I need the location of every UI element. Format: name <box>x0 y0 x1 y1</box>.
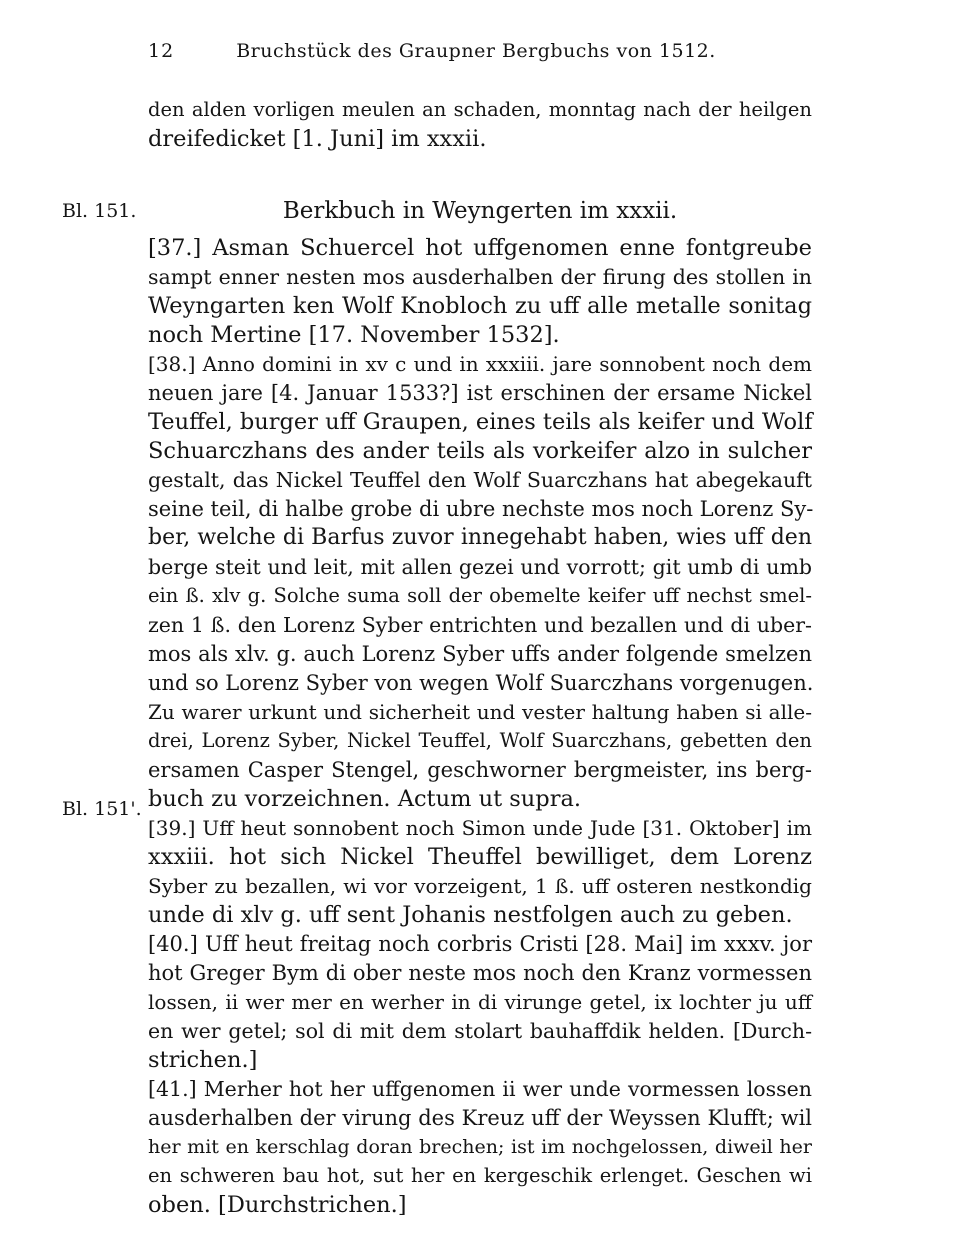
text-line: ber, welche di Barfus zuvor innegehabt haben, wies uff den <box>148 525 812 550</box>
text-line: strichen.] <box>148 1047 258 1073</box>
text-line: en wer getel; sol di mit dem stolart bauhaffdik helden. [Durch- <box>148 1019 812 1043</box>
text-line: und so Lorenz Syber von wegen Wolf Suarczhans vorgenugen. <box>148 671 814 695</box>
text-line: unde di xlv g. uff sent Johanis nestfolgen auch zu geben. <box>148 902 793 928</box>
text-line: Weyngarten ken Wolf Knobloch zu uff alle metalle sonitag <box>148 293 812 319</box>
text-line: berge steit und leit, mit allen gezei und vorrott; git umb di umb <box>148 555 812 579</box>
text-line: Zu warer urkunt und sicherheit und vester haltung haben si alle- <box>148 700 812 724</box>
text-line: Schuarczhans des ander teils als vorkeifer alzo in sulcher <box>148 438 812 464</box>
text-line: [38.] Anno domini in xv c und in xxxiii. jare sonnobent noch dem <box>148 352 812 376</box>
text-line: sampt enner nesten mos ausderhalben der firung des stollen in <box>148 265 812 289</box>
text-line: oben. [Durchstrichen.] <box>148 1192 407 1218</box>
text-line: Teuffel, burger uff Graupen, eines teils als keifer und Wolf <box>148 409 813 435</box>
text-line: ersamen Casper Stengel, geschworner bergmeister, ins berg- <box>148 758 812 782</box>
page-header <box>148 40 812 72</box>
text-line: hot Greger Bym di ober neste mos noch den Kranz vormessen <box>148 961 812 985</box>
text-line: seine teil, di halbe grobe di ubre nechste mos noch Lorenz Sy- <box>148 497 814 521</box>
text-line: mos als xlv. g. auch Lorenz Syber uffs ander folgende smelzen <box>148 642 812 666</box>
text-line: [41.] Merher hot her uffgenomen ii wer unde vormessen lossen <box>148 1077 812 1101</box>
text-line: her mit en kerschlag doran brechen; ist im nochgelossen, diweil her <box>148 1136 812 1158</box>
running-title: Bruchstück des Graupner Bergbuchs von 1512. <box>236 40 716 62</box>
text-line: ein ß. xlv g. Solche suma soll der obemelte keifer uff nechst smel- <box>148 584 812 607</box>
margin-folio-note: Bl. 151. <box>62 200 137 222</box>
text-line: Syber zu bezallen, wi vor vorzeigent, 1 ß. uff osteren nestkondig <box>148 874 812 898</box>
text-line: drei, Lorenz Syber, Nickel Teuffel, Wolf Suarczhans, gebetten den <box>148 729 812 752</box>
margin-folio-note: Bl. 151'. <box>62 798 142 820</box>
text-line: dreifedicket [1. Juni] im xxxii. <box>148 126 487 152</box>
text-line: [40.] Uff heut freitag noch corbris Cristi [28. Mai] im xxxv. jor <box>148 932 812 956</box>
text-line: [37.] Asman Schuercel hot uffgenomen enne fontgreube <box>148 235 812 261</box>
text-line: gestalt, das Nickel Teuffel den Wolf Suarczhans hat abegekauft <box>148 468 812 492</box>
page-number: 12 <box>148 40 175 62</box>
section-heading: Berkbuch in Weyngerten im xxxii. <box>282 198 678 224</box>
text-line: xxxiii. hot sich Nickel Theuffel bewilliget, dem Lorenz <box>148 844 812 870</box>
text-line: lossen, ii wer mer en werher in di virunge getel, ix lochter ju uff <box>148 990 812 1014</box>
text-line: ausderhalben der virung des Kreuz uff der Weyssen Klufft; wil <box>148 1106 812 1130</box>
text-line: en schweren bau hot, sut her en kergeschik erlenget. Geschen wi <box>148 1164 812 1187</box>
text-line: zen 1 ß. den Lorenz Syber entrichten und bezallen und di uber- <box>148 613 812 637</box>
text-line: den alden vorligen meulen an schaden, monntag nach der heilgen <box>148 98 812 121</box>
text-line: [39.] Uff heut sonnobent noch Simon unde Jude [31. Oktober] im <box>148 816 812 840</box>
text-line: buch zu vorzeichnen. Actum ut supra. <box>148 786 582 812</box>
text-line: noch Mertine [17. November 1532]. <box>148 322 560 348</box>
text-line: neuen jare [4. Januar 1533?] ist erschinen der ersame Nickel <box>148 381 812 405</box>
